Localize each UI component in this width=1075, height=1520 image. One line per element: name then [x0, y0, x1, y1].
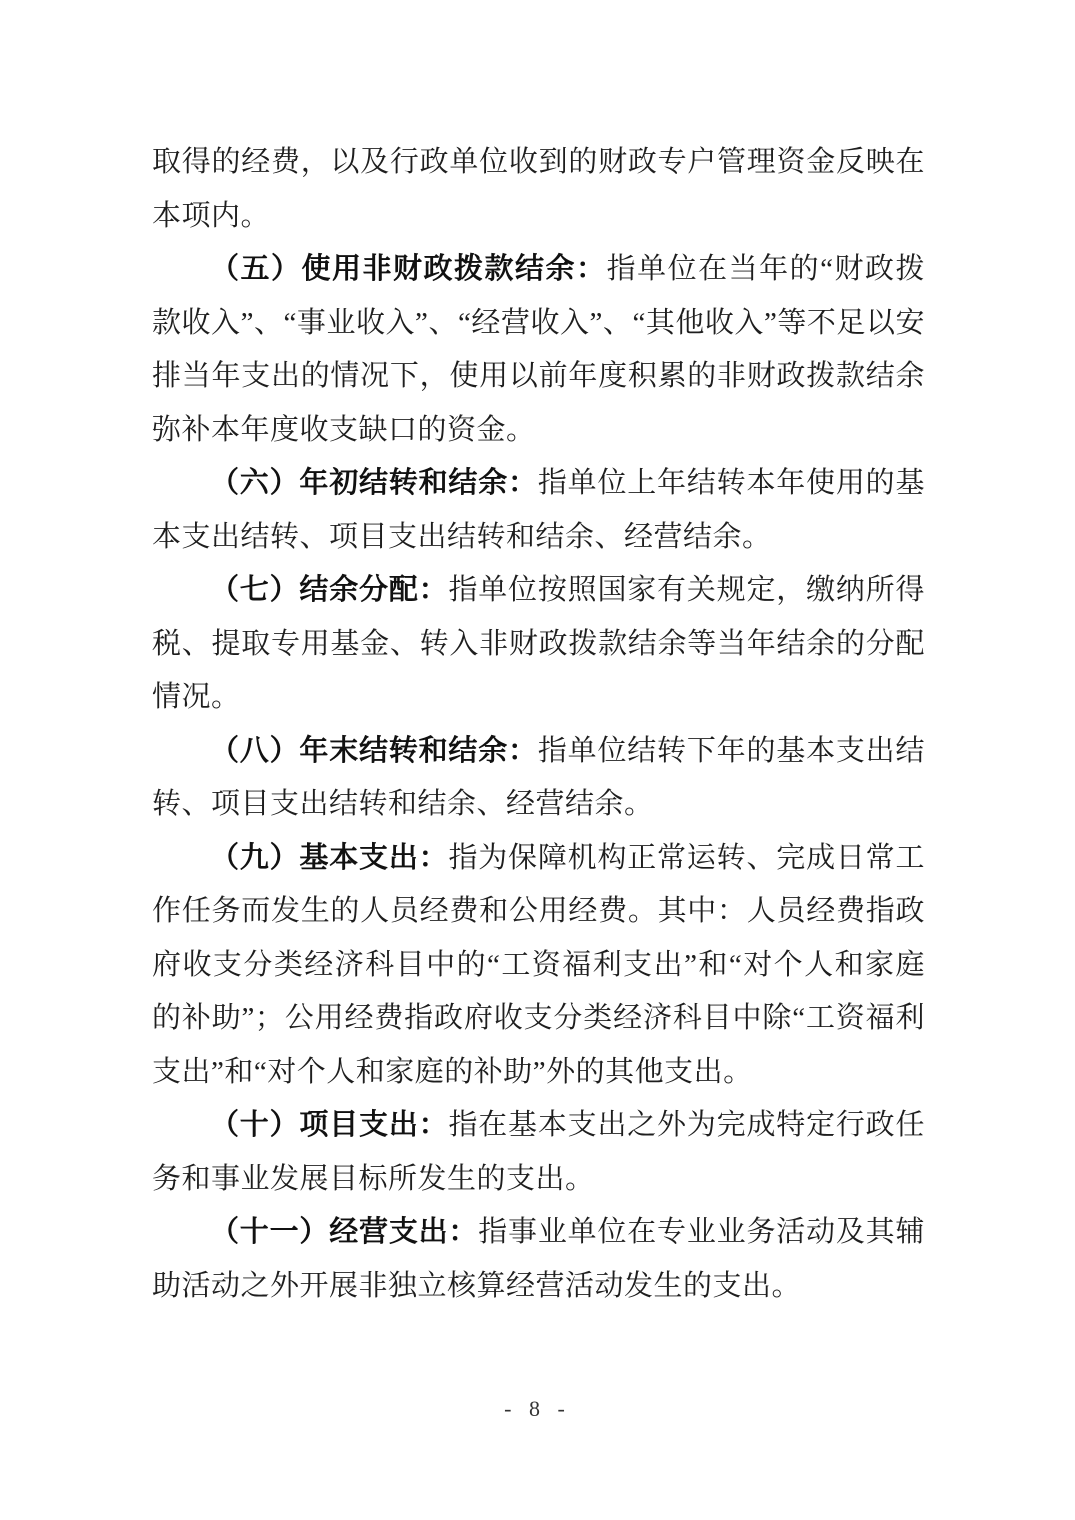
document-body [152, 136, 925, 1313]
paragraph [152, 457, 925, 564]
paragraph-label: （七）结余分配： [210, 574, 449, 606]
paragraph-label: （八）年末结转和结余： [210, 734, 538, 767]
page-footer [0, 1396, 1075, 1422]
paragraph-text: 指在基本支出之外为完成特定行政任务和事业发展目标所发生的支出。 [152, 1109, 925, 1195]
paragraph [152, 725, 925, 832]
paragraph-text: 指事业单位在专业业务活动及其辅助活动之外开展非独立核算经营活动发生的支出。 [152, 1216, 925, 1302]
paragraph [152, 243, 925, 457]
paragraph-label: （五）使用非财政拨款结余： [210, 253, 607, 285]
paragraph-label: （十）项目支出： [210, 1109, 449, 1141]
paragraph [152, 136, 925, 243]
paragraph [152, 1099, 925, 1206]
paragraph-label: （十一）经营支出： [210, 1216, 479, 1248]
paragraph [152, 564, 925, 725]
paragraph-text: 指单位结转下年的基本支出结转、项目支出结转和结余、经营结余。 [152, 734, 925, 820]
paragraph-label: （六）年初结转和结余： [210, 467, 538, 499]
paragraph [152, 832, 925, 1100]
paragraph-label: （九）基本支出： [210, 841, 449, 874]
paragraph-text: 取得的经费，以及行政单位收到的财政专户管理资金反映在本项内。 [152, 146, 925, 232]
paragraph-text: 指单位在当年的“财政拨款收入”、“事业收入”、“经营收入”、“其他收入”等不足以安排当年支出的情况下，使用以前年度积累的非财政拨款结余弥补本年度收支缺口的资金。 [152, 253, 925, 446]
paragraph-text: 指单位按照国家有关规定，缴纳所得税、提取专用基金、转入非财政拨款结余等当年结余的分配情况。 [152, 574, 925, 713]
paragraph [152, 1206, 925, 1313]
page-number: - 8 - [504, 1396, 571, 1421]
paragraph-text: 指单位上年结转本年使用的基本支出结转、项目支出结转和结余、经营结余。 [152, 467, 925, 553]
paragraph-text: 指为保障机构正常运转、完成日常工作任务而发生的人员经费和公用经费。其中：人员经费指政府收支分类经济科目中的“工资福利支出”和“对个人和家庭的补助”；公用经费指政府收支分类经济科目中除“工资福利支出”和“对个人和家庭的补助”外的其他支出。 [152, 841, 925, 1088]
